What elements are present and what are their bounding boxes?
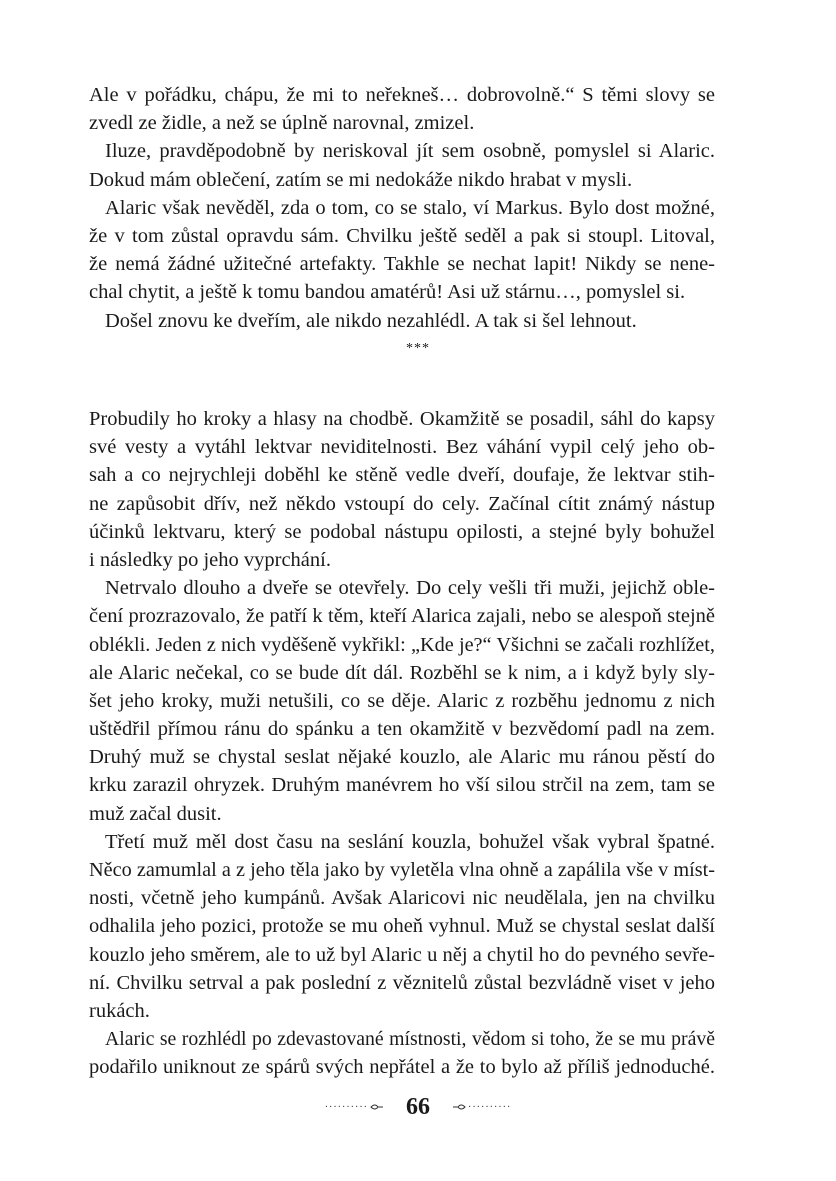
text-line: Ale v pořádku, chápu, že mi to neřekneš… dobrovolně.“ S těmi slovy se — [89, 84, 715, 106]
text-line: oblékli. Jeden z nich vyděšeně vykřikl: „Kde je?“ Všichni se začali rozhlížet, — [89, 633, 715, 656]
text-line: podařilo uniknout ze spárů svých nepřátel a že to bylo až příliš jednoduché. — [89, 1056, 715, 1079]
text-line: šet jeho kroky, muži netušili, co se děje. Alaric z rozběhu jednomu z nich — [89, 689, 715, 712]
text-line: Druhý muž se chystal seslat nějaké kouzlo, ale Alaric mu ránou pěstí do — [89, 746, 715, 769]
text-line: Alaric se rozhlédl po zdevastované místnosti, vědom si toho, že se mu právě — [105, 1028, 715, 1051]
text-line: nosti, včetně jeho kumpánů. Avšak Alaricovi nic neudělala, jen na chvilku — [89, 887, 715, 910]
footer-ornament-right: ·········· — [452, 1102, 511, 1113]
text-line: ní. Chvilku setrval a pak poslední z věznitelů zůstal bezvládně viset v jeho — [89, 971, 715, 994]
section-separator: *** — [406, 341, 430, 356]
text-block-main — [89, 405, 715, 1082]
text-line: zvedl ze židle, a než se úplně narovnal, zmizel. — [89, 112, 475, 135]
ornament-arrow-left-icon — [452, 1102, 466, 1112]
page-number: 66 — [406, 1093, 430, 1120]
text-line: chal chytit, a ještě k tomu bandou amatérů! Asi už stárnu…, pomyslel si. — [89, 281, 686, 304]
text-line: že nemá žádné užitečné artefakty. Takhle se nechat lapit! Nikdy se nene- — [89, 253, 715, 276]
text-line: i následky po jeho vyprchání. — [89, 548, 331, 571]
page-footer — [0, 1090, 836, 1124]
text-line: kouzlo jeho směrem, ale to už byl Alaric u něj a chytil ho do pevného sevře- — [89, 943, 715, 966]
text-line: odhalila jeho pozici, protože se mu oheň vyhnul. Muž se chystal seslat další — [89, 915, 715, 938]
text-line: krku zarazil ohryzek. Druhým manévrem ho vší silou strčil na zem, tam se — [89, 774, 715, 797]
text-line: uštědřil přímou ránu do spánku a ten okamžitě v bezvědomí padl na zem. — [89, 718, 715, 741]
text-block-top — [89, 81, 715, 335]
text-line: Třetí muž měl dost času na seslání kouzla, bohužel však vybral špatné. — [105, 830, 715, 853]
text-line: ne zapůsobit dřív, než někdo vstoupí do cely. Začínal cítit známý nástup — [89, 492, 715, 515]
text-line: Probudily ho kroky a hlasy na chodbě. Okamžitě se posadil, sáhl do kapsy — [89, 408, 715, 430]
text-line: muž začal dusit. — [89, 802, 222, 825]
footer-ornament-left: ·········· — [325, 1102, 384, 1113]
ornament-arrow-right-icon — [370, 1102, 384, 1112]
text-line: Něco zamumlal a z jeho těla jako by vyletěla vlna ohně a zapálila vše v míst- — [89, 859, 715, 881]
text-line: rukách. — [89, 999, 150, 1022]
text-line: sah a co nejrychleji doběhl ke stěně vedle dveří, doufaje, že lektvar stih- — [89, 464, 715, 487]
text-line: čení prozrazovalo, že patří k těm, kteří Alarica zajali, nebo se alespoň stejně — [89, 605, 715, 628]
text-line: ale Alaric nečekal, co se bude dít dál. Rozběhl se k nim, a i když byly sly- — [89, 661, 715, 684]
text-line: Došel znovu ke dveřím, ale nikdo nezahlédl. A tak si šel lehnout. — [105, 309, 637, 332]
text-line: účinků lektvaru, který se podobal nástupu opilosti, a stejné byly bohužel — [89, 520, 715, 543]
text-line: své vesty a vytáhl lektvar neviditelnosti. Bez váhání vypil celý jeho ob- — [89, 436, 715, 459]
text-line: Iluze, pravděpodobně by neriskoval jít sem osobně, pomyslel si Alaric. — [105, 140, 715, 163]
text-line: Dokud mám oblečení, zatím se mi nedokáže nikdo hrabat v mysli. — [89, 168, 633, 191]
text-line: že v tom zůstal opravdu sám. Chvilku ještě seděl a pak si stoupl. Litoval, — [89, 224, 715, 247]
text-line: Netrvalo dlouho a dveře se otevřely. Do cely vešli tři muži, jejichž oble- — [105, 577, 715, 600]
text-line: Alaric však nevěděl, zda o tom, co se stalo, ví Markus. Bylo dost možné, — [105, 196, 715, 219]
